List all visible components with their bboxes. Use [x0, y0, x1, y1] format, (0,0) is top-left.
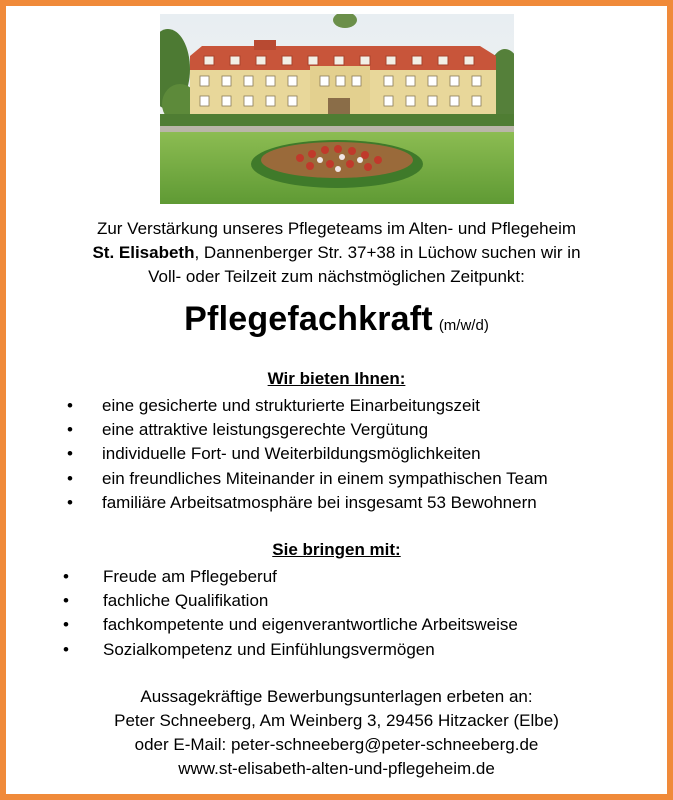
job-title: Pflegefachkraft	[184, 300, 433, 338]
list-item	[0, 589, 518, 613]
contact-block	[0, 685, 673, 781]
list-item-text: familiäre Arbeitsatmosphäre bei insgesamt 53 Bewohnern	[102, 492, 537, 512]
contact-line-1: Aussagekräftige Bewerbungsunterlagen erbeten an:	[140, 687, 533, 706]
intro-line-2	[0, 241, 673, 265]
bullet-icon: •	[63, 567, 69, 586]
requirements-list	[0, 565, 518, 662]
bullet-icon: •	[67, 396, 73, 415]
list-item	[0, 394, 548, 418]
contact-email: oder E-Mail: peter-schneeberg@peter-schneeberg.de	[134, 735, 539, 754]
requirements-heading: Sie bringen mit:	[272, 540, 401, 559]
bullet-icon: •	[67, 420, 73, 440]
list-item-text: Sozialkompetenz und Einfühlungsvermögen	[103, 639, 435, 659]
list-item	[0, 613, 518, 637]
list-item-text: fachkompetente und eigenverantwortliche Arbeitsweise	[103, 615, 518, 635]
list-item	[0, 442, 548, 466]
contact-website: www.st-elisabeth-alten-und-pflegeheim.de	[178, 759, 495, 778]
list-item-text: ein freundliches Miteinander in einem sympathischen Team	[102, 468, 548, 488]
list-item-text: eine attraktive leistungsgerechte Vergütung	[102, 420, 429, 440]
bullet-icon: •	[63, 591, 69, 611]
list-item	[0, 565, 518, 589]
facility-name: St. Elisabeth	[92, 243, 195, 262]
bullet-icon: •	[63, 615, 69, 635]
list-item	[0, 491, 548, 515]
list-item-text: fachliche Qualifikation	[103, 591, 269, 611]
list-item-text: eine gesicherte und strukturierte Einarbeitungszeit	[102, 396, 480, 415]
facility-address: , Dannenberger Str. 37+38 in Lüchow suchen wir in	[194, 243, 581, 262]
contact-line-2: Peter Schneeberg, Am Weinberg 3, 29456 Hitzacker (Elbe)	[114, 711, 559, 730]
list-item	[0, 638, 518, 662]
list-item	[0, 467, 548, 491]
list-item-text: individuelle Fort- und Weiterbildungsmöglichkeiten	[102, 444, 481, 464]
list-item-text: Freude am Pflegeberuf	[103, 567, 277, 586]
list-item	[0, 418, 548, 442]
building-photo	[160, 14, 514, 204]
job-title-suffix: (m/w/d)	[438, 317, 489, 334]
bullet-icon: •	[67, 468, 73, 488]
bullet-icon: •	[67, 444, 73, 464]
job-title-block	[0, 300, 673, 339]
intro-line-3: Voll- oder Teilzeit zum nächstmöglichen Zeitpunkt:	[148, 267, 525, 286]
bullet-icon: •	[67, 492, 73, 512]
offer-heading: Wir bieten Ihnen:	[267, 369, 406, 388]
intro-line-1: Zur Verstärkung unseres Pflegeteams im Alten- und Pflegeheim	[96, 219, 577, 238]
intro-text	[0, 217, 673, 289]
bullet-icon: •	[63, 639, 69, 659]
offer-list	[0, 394, 548, 515]
